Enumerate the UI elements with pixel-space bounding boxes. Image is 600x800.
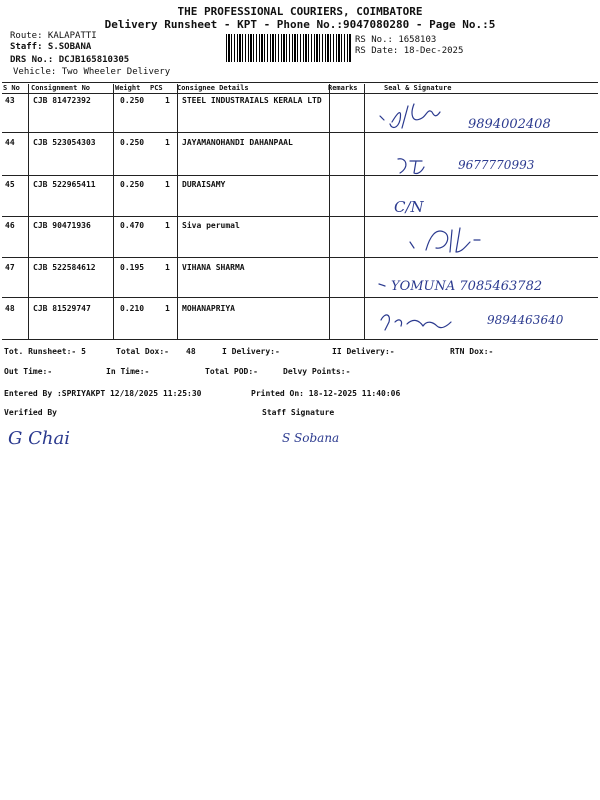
company-title: THE PROFESSIONAL COURIERS, COIMBATORE <box>177 5 423 18</box>
row-pcs: 1 <box>165 96 170 105</box>
total-dox-value: 48 <box>186 347 196 356</box>
row-consignee: DURAISAMY <box>182 180 226 189</box>
tot-runsheet: Tot. Runsheet:- 5 <box>4 347 86 356</box>
col-seal: Seal & Signature <box>384 84 452 92</box>
rs-date: RS Date: 18-Dec-2025 <box>355 46 464 56</box>
total-pod: Total POD:- <box>205 367 258 376</box>
row-consignment: CJB 81529747 <box>33 304 91 313</box>
signature-row-44 <box>380 147 595 177</box>
row-weight: 0.250 <box>120 138 145 147</box>
row-consignment: CJB 81472392 <box>33 96 91 105</box>
svg-text:9894463640: 9894463640 <box>487 313 564 327</box>
row-pcs: 1 <box>165 138 170 147</box>
col-weight: Weight <box>115 84 141 92</box>
staff-signature-label: Staff Signature <box>262 408 335 417</box>
row-consignee: STEEL INDUSTRAIALS KERALA LTD <box>182 96 322 105</box>
drs-number: DRS No.: DCJB165810305 <box>10 55 130 65</box>
col-remarks: Remarks <box>328 84 358 92</box>
delvy-points: Delvy Points:- <box>283 367 351 376</box>
row-weight: 0.250 <box>120 96 145 105</box>
route-label: Route: KALAPATTI <box>10 31 97 41</box>
row-pcs: 1 <box>165 263 170 272</box>
row-consignment: CJB 90471936 <box>33 221 91 230</box>
row-consignee: JAYAMANOHANDI DAHANPAAL <box>182 138 293 147</box>
rtn-dox: RTN Dox:- <box>450 347 494 356</box>
runsheet-subtitle: Delivery Runsheet - KPT - Phone No.:9047080280 - Page No.:5 <box>104 18 496 31</box>
entered-by: Entered By :SPRIYAKPT 12/18/2025 11:25:30 <box>4 389 202 398</box>
row-pcs: 1 <box>165 304 170 313</box>
row-weight: 0.195 <box>120 263 145 272</box>
svg-text:S Sobana: S Sobana <box>282 431 340 445</box>
col-pcs: PCS <box>150 84 163 92</box>
i-delivery: I Delivery:- <box>222 347 280 356</box>
verified-signature <box>6 420 116 456</box>
svg-text:9894002408: 9894002408 <box>468 117 551 132</box>
row-consignee: MOHANAPRIYA <box>182 304 235 313</box>
ii-delivery: II Delivery:- <box>332 347 395 356</box>
in-time: In Time:- <box>106 367 150 376</box>
verified-by-label: Verified By <box>4 408 57 417</box>
row-sno: 48 <box>5 304 15 313</box>
row-sno: 45 <box>5 180 15 189</box>
signature-row-46 <box>400 222 510 256</box>
signature-row-47 <box>375 268 595 302</box>
row-sno: 47 <box>5 263 15 272</box>
row-sno: 43 <box>5 96 15 105</box>
signature-row-48 <box>375 304 595 338</box>
signature-row-43 <box>370 96 595 136</box>
col-sno: S No <box>3 84 20 92</box>
row-weight: 0.210 <box>120 304 145 313</box>
row-weight: 0.250 <box>120 180 145 189</box>
total-dox-label: Total Dox:- <box>116 347 169 356</box>
row-sno: 46 <box>5 221 15 230</box>
row-consignment: CJB 522584612 <box>33 263 96 272</box>
printed-on: Printed On: 18-12-2025 11:40:06 <box>251 389 401 398</box>
row-pcs: 1 <box>165 180 170 189</box>
row-weight: 0.470 <box>120 221 145 230</box>
barcode <box>226 34 352 62</box>
row-consignment: CJB 522965411 <box>33 180 96 189</box>
staff-label: Staff: S.SOBANA <box>10 42 92 52</box>
svg-text:9677770993: 9677770993 <box>458 158 535 172</box>
rs-number: RS No.: 1658103 <box>355 35 437 45</box>
row-consignment: CJB 523054303 <box>33 138 96 147</box>
col-consignment: Consignment No <box>31 84 91 92</box>
vehicle-label: Vehicle: Two Wheeler Delivery <box>13 67 171 77</box>
svg-text:G Chai: G Chai <box>8 428 70 449</box>
row-consignee: VIHANA SHARMA <box>182 263 245 272</box>
row-consignee: Siva perumal <box>182 221 240 230</box>
col-consignee: Consignee Details <box>177 84 249 92</box>
row-pcs: 1 <box>165 221 170 230</box>
row-sno: 44 <box>5 138 15 147</box>
svg-text:YOMUNA 7085463782: YOMUNA 7085463782 <box>391 279 543 294</box>
signature-row-45 <box>390 190 470 220</box>
staff-signature <box>280 422 390 452</box>
svg-text:C/N: C/N <box>394 198 424 216</box>
out-time: Out Time:- <box>4 367 53 376</box>
